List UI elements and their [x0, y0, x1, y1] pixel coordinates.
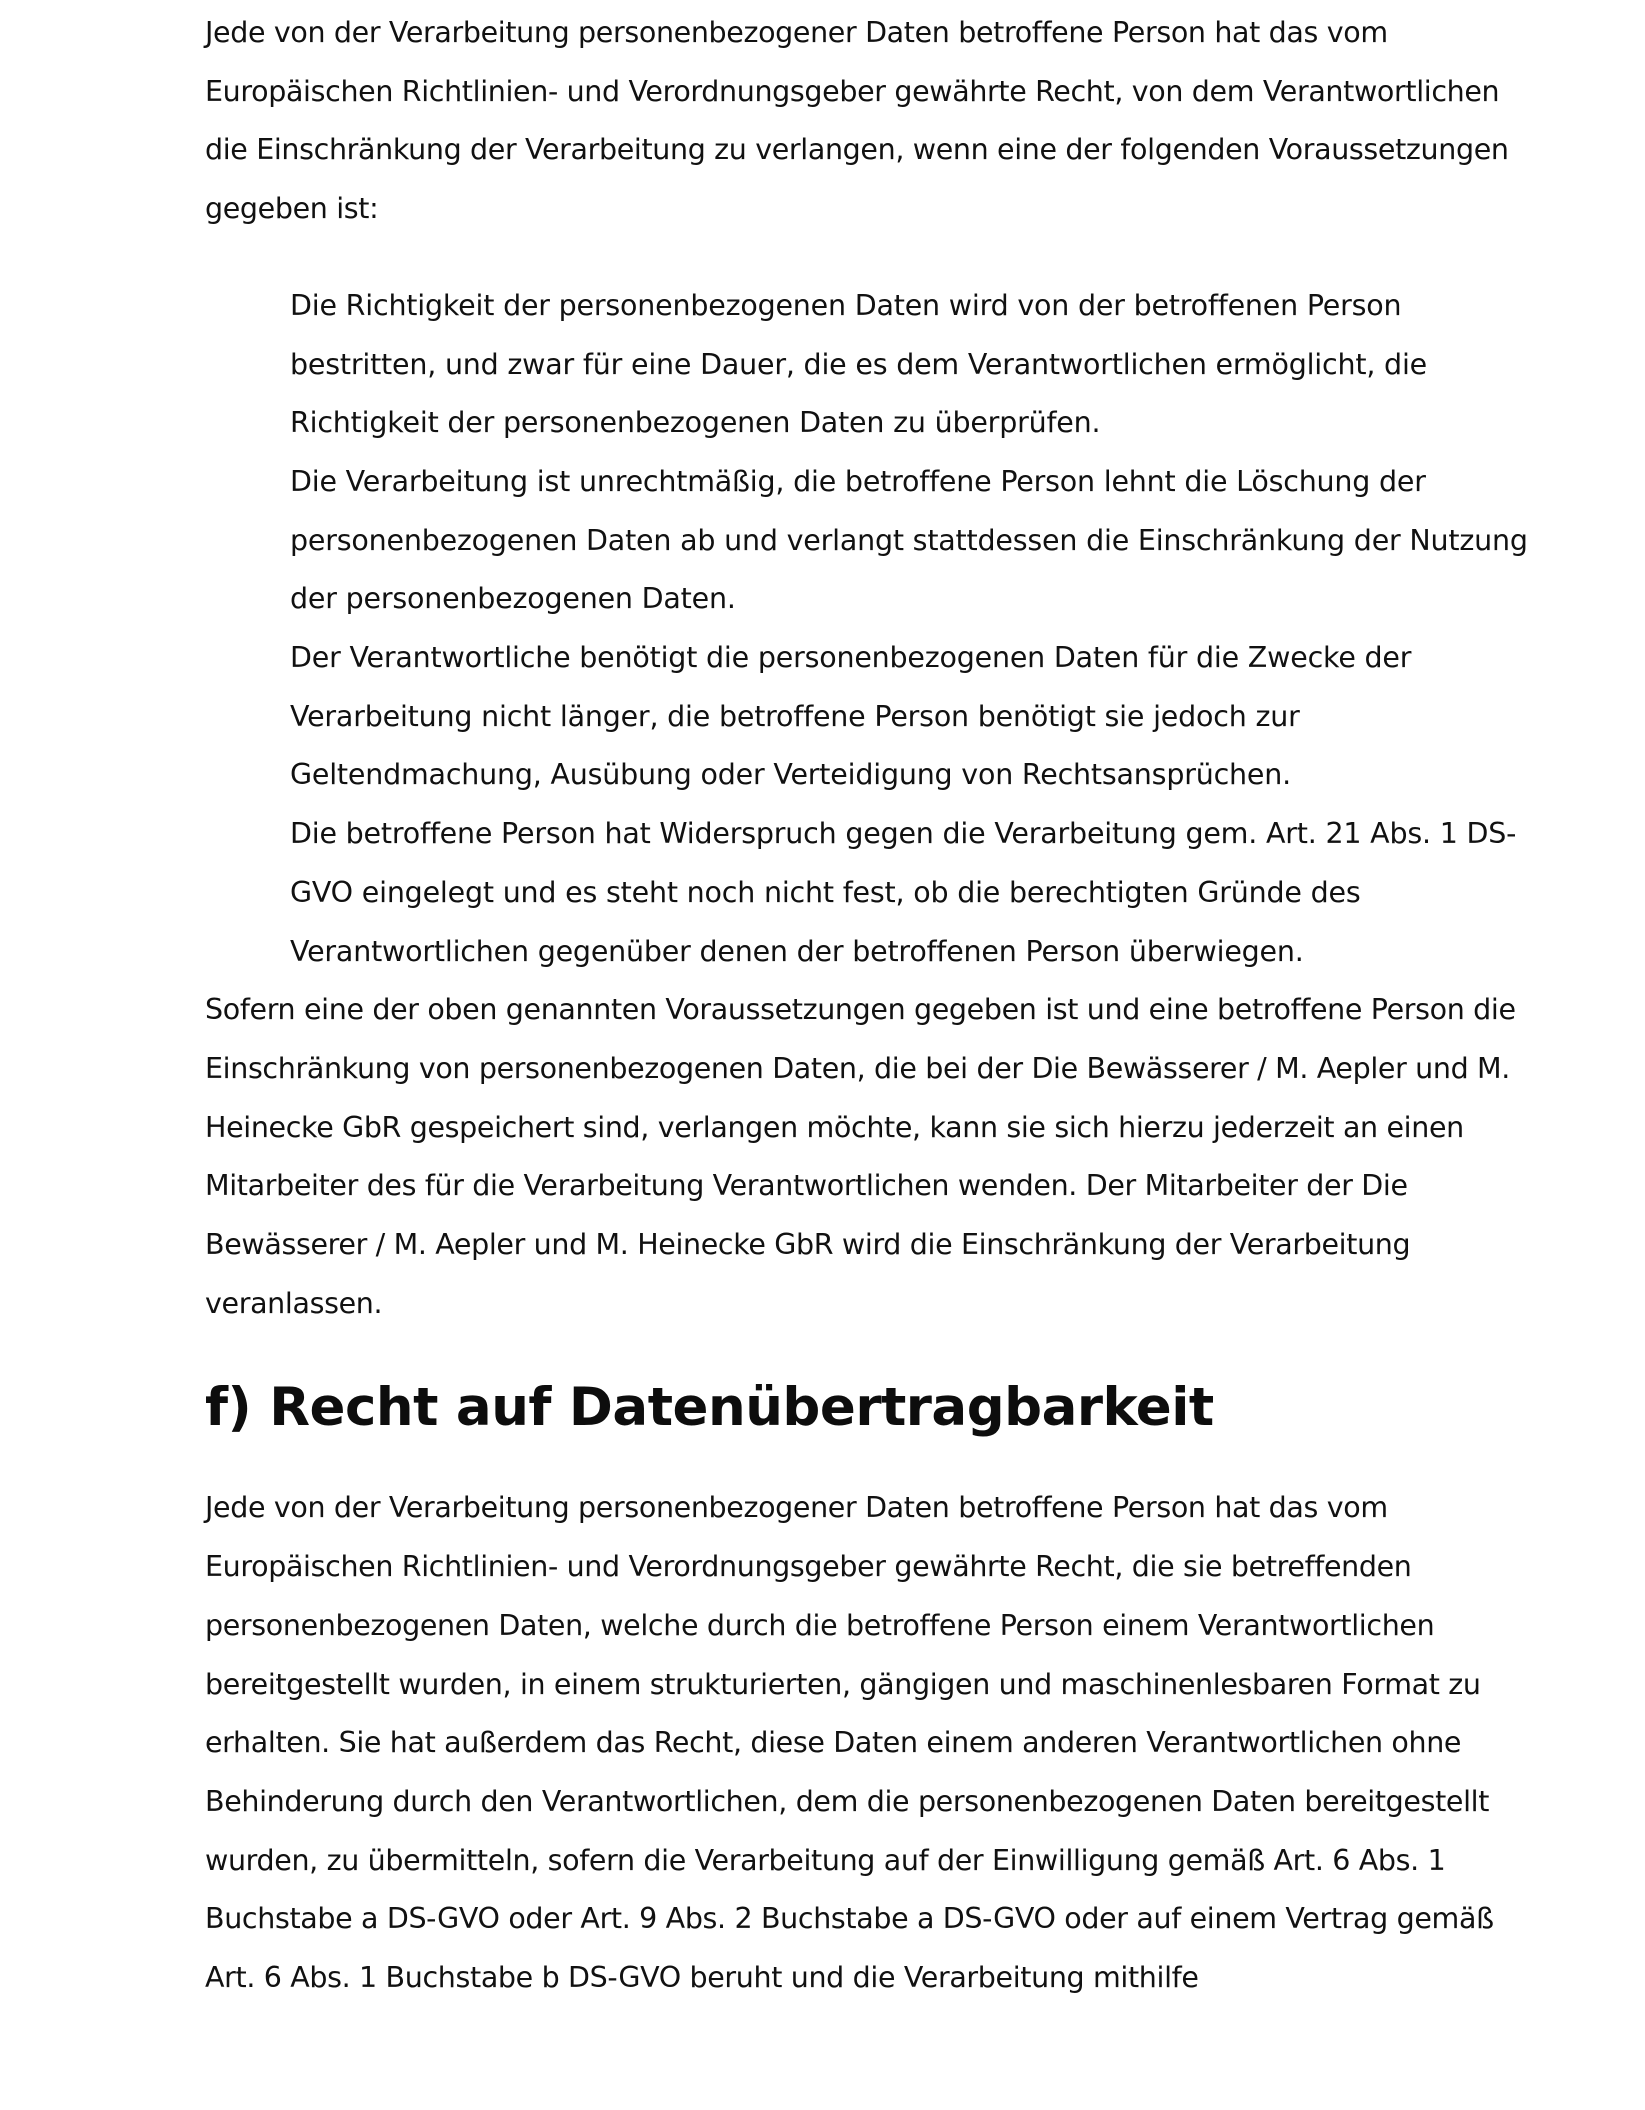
section-heading-data-portability: f) Recht auf Datenübertragbarkeit [205, 1377, 1214, 1439]
conditions-list [205, 277, 1545, 981]
condition-item: Die Richtigkeit der personenbezogenen Daten wird von der betroffenen Person bestritten, und zwar für eine Dauer, die es dem Verantwortlichen ermöglicht, die Richtigkeit der personenbezogenen Daten zu überprüfen. [290, 288, 1427, 440]
document-page [205, 4, 1545, 2008]
condition-item: Der Verantwortliche benötigt die personenbezogenen Daten für die Zwecke der Verarbeitung nicht länger, die betroffene Person benötigt sie jedoch zur Geltendmachung, Ausübung oder Verteidigung von Rechtsansprüchen. [290, 641, 1412, 792]
data-portability-paragraph: Jede von der Verarbeitung personenbezogener Daten betroffene Person hat das vom Europäischen Richtlinien- und Verordnungsgeber gewährte Recht, die sie betreffenden personenbezogenen Daten, welche durch die betroffene Person einem Verantwortlichen bereitgestellt wurden, in einem strukturierten, gängigen und maschinenlesbaren Format zu erhalten. Sie hat außerdem das Recht, diese Daten einem anderen Verantwortlichen ohne Behinderung durch den Verantwortlichen, dem die personenbezogenen Daten bereitgestellt wurden, zu übermitteln, sofern die Verarbeitung auf der Einwilligung gemäß Art. 6 Abs. 1 Buchstabe a DS-GVO oder Art. 9 Abs. 2 Buchstabe a DS-GVO oder auf einem Vertrag gemäß Art. 6 Abs. 1 Buchstabe b DS-GVO beruht und die Verarbeitung mithilfe [205, 1491, 1494, 1995]
condition-item: Die betroffene Person hat Widerspruch gegen die Verarbeitung gem. Art. 21 Abs. 1 DS-GVO eingelegt und es steht noch nicht fest, ob die berechtigten Gründe des Verantwortlichen gegenüber denen der betroffenen Person überwiegen. [290, 817, 1517, 968]
closing-paragraph: Sofern eine der oben genannten Voraussetzungen gegeben ist und eine betroffene Person die Einschränkung von personenbezogenen Daten, die bei der Die Bewässerer / M. Aepler und M. Heinecke GbR gespeichert sind, verlangen möchte, kann sie sich hierzu jederzeit an einen Mitarbeiter des für die Verarbeitung Verantwortlichen wenden. Der Mitarbeiter der Die Bewässerer / M. Aepler und M. Heinecke GbR wird die Einschränkung der Verarbeitung veranlassen. [205, 993, 1516, 1320]
condition-item: Die Verarbeitung ist unrechtmäßig, die betroffene Person lehnt die Löschung der personenbezogenen Daten ab und verlangt stattdessen die Einschränkung der Nutzung der personenbezogenen Daten. [290, 464, 1528, 616]
intro-paragraph: Jede von der Verarbeitung personenbezogener Daten betroffene Person hat das vom Europäischen Richtlinien- und Verordnungsgeber gewährte Recht, von dem Verantwortlichen die Einschränkung der Verarbeitung zu verlangen, wenn eine der folgenden Voraussetzungen gegeben ist: [205, 16, 1509, 226]
